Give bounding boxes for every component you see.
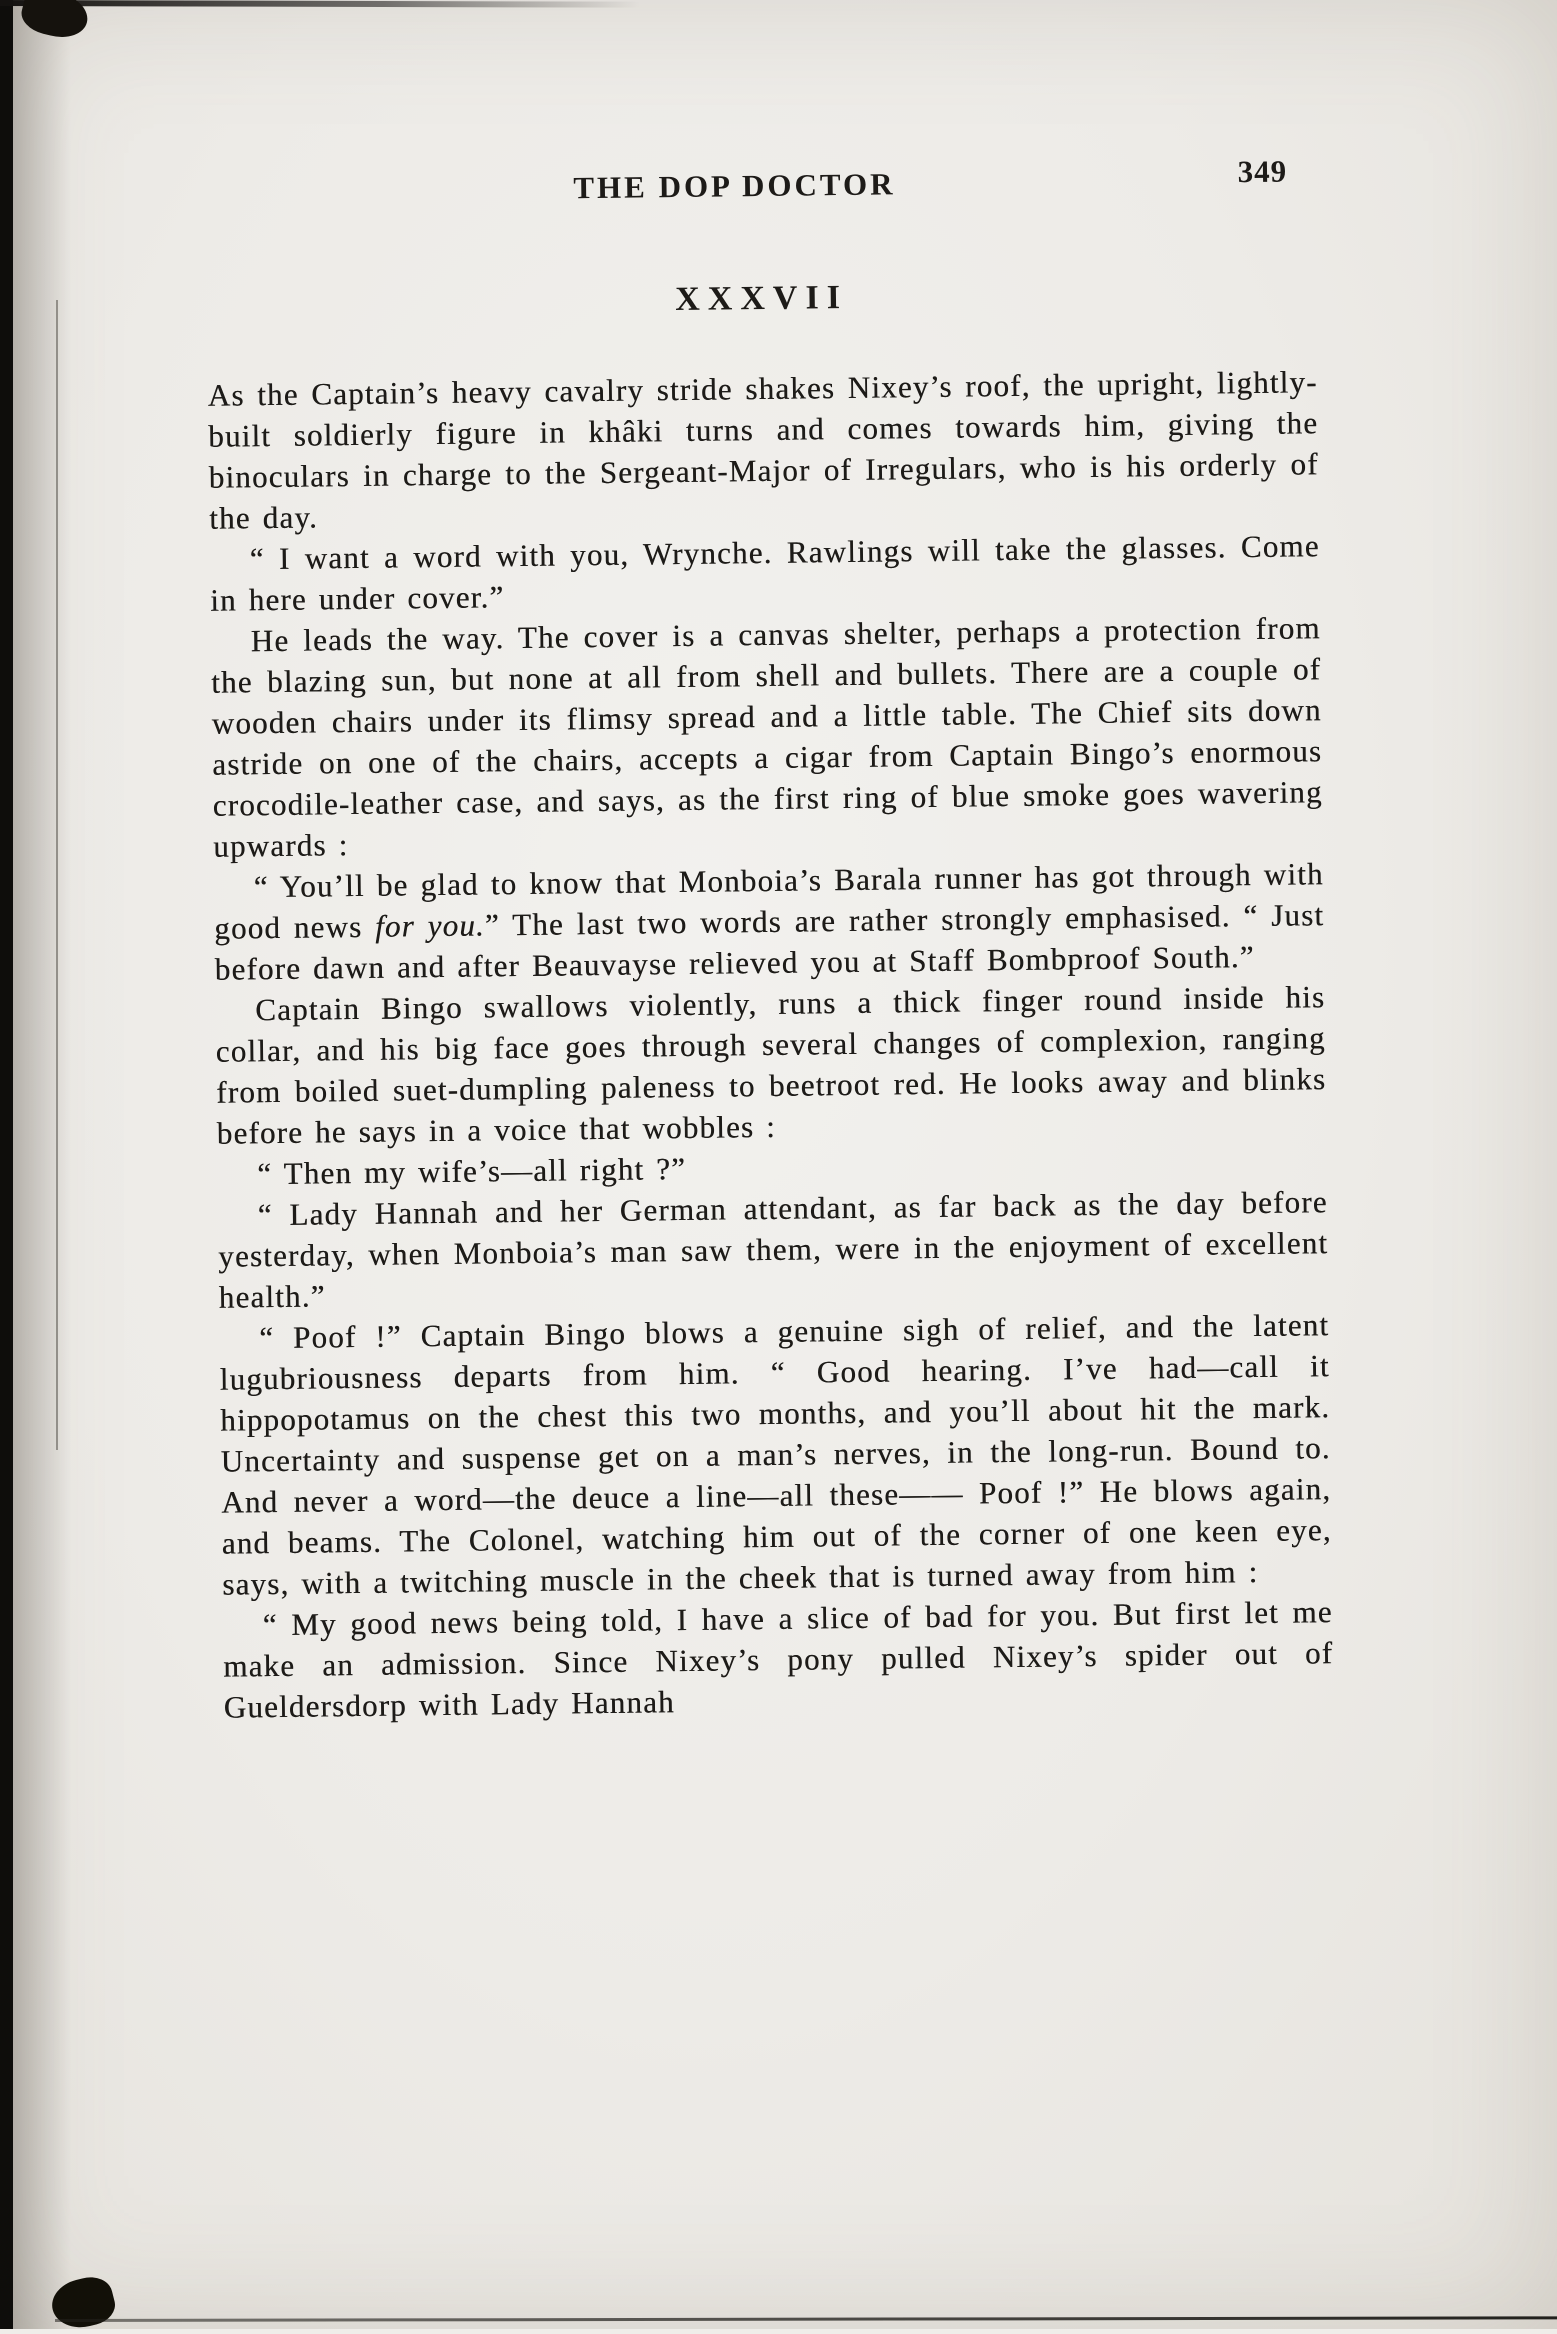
paragraph (209, 525, 1320, 621)
text-run: “ My good news being told, I have a slice of bad for you. But first let me make an admission. Since Nixey’s pony pulled Nixey’s spider out of Gueldersdorp with Lady Hannah (223, 1594, 1334, 1725)
text-run: “ You’ll be glad to know that Monboia’s Barala runner has got through with good news (214, 856, 1324, 946)
paragraph (207, 361, 1319, 539)
chapter-heading: XXXVII (675, 278, 849, 319)
page-content (205, 153, 1334, 1727)
text-run: He leads the way. The cover is a canvas shelter, perhaps a protection from the blazing sun, but none at all from shell and bullets. There are a couple of wooden chairs under its flimsy spread and a little table. The Chief sits down astride on one of the chairs, accepts a cigar from Captain Bingo’s enormous crocodile-leather case, and says, as the first ring of blue smoke goes wavering upwards : (211, 610, 1323, 864)
page-number: 349 (1237, 153, 1288, 190)
paragraph (213, 853, 1324, 990)
scan-edge-left (0, 0, 13, 2329)
paragraph (223, 1591, 1334, 1728)
paragraph (215, 976, 1327, 1154)
scan-edge-top (0, 0, 640, 8)
scan-hairline (56, 300, 58, 1450)
running-header (205, 153, 1315, 221)
text-run: ” The last two words are rather strongly emphasised. “ Just before dawn and after Beauvayse relieved you at Staff Bombproof South.” (214, 897, 1325, 987)
paragraph (210, 607, 1323, 867)
scan-gutter-shadow (13, 0, 71, 2329)
text-run: “ Poof !” Captain Bingo blows a genuine sigh of relief, and the latent lugubriousness departs from him. “ Good hearing. I’ve had—call it hippopotamus on the chest this two months, and you’ll about hit the mark. Uncertainty and suspense get on a man’s nerves, in the long-run. Bound to. And never a word—the deuce a line—all these—— Poof !” He blows again, and beams. The Colonel, watching him out of the corner of one keen eye, says, with a twitching muscle in the cheek that is turned away from him : (219, 1307, 1332, 1602)
paragraph (219, 1304, 1332, 1605)
running-title: THE DOP DOCTOR (573, 166, 896, 206)
text-run: Captain Bingo swallows violently, runs a thick finger round inside his collar, and his big face goes through several changes of complexion, ranging from boiled suet-dumpling paleness to beetroot red. He looks away and blinks before he says in a voice that wobbles : (215, 979, 1327, 1151)
italic-text-run: for you. (374, 907, 486, 944)
page-body (207, 361, 1333, 1727)
paragraph (218, 1181, 1329, 1318)
scan-edge-bottom (55, 2316, 1557, 2322)
text-run: As the Captain’s heavy cavalry stride shakes Nixey’s roof, the upright, lightly-built soldierly figure in khâki turns and comes towards him, giving the binoculars in charge to the Sergeant-Major of Irregulars, who is his orderly of the day. (207, 364, 1319, 536)
text-run: “ Then my wife’s—all right ?” (257, 1150, 687, 1192)
text-run: “ Lady Hannah and her German attendant, as far back as the day before yesterday, when Monboia’s man saw them, were in the enjoyment of excellent health.” (218, 1184, 1329, 1315)
text-run: “ I want a word with you, Wrynche. Rawlings will take the glasses. Come in here under cover.” (210, 528, 1320, 618)
